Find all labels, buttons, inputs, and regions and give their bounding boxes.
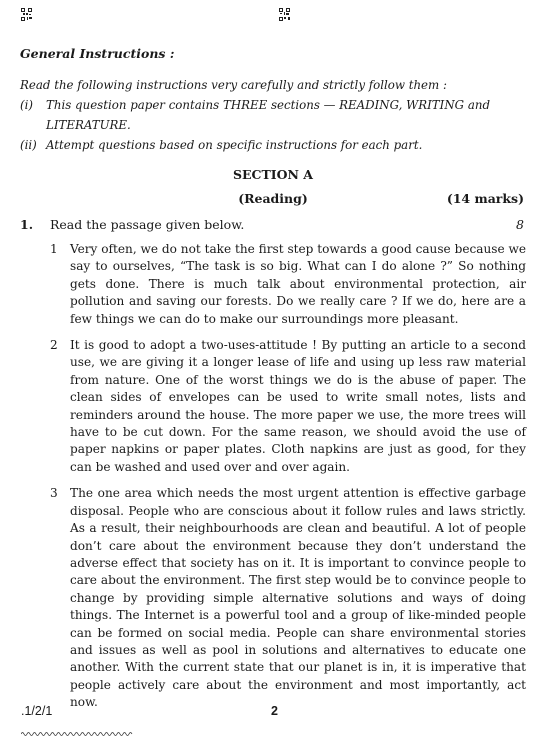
paper-code: .1/2/1 — [21, 704, 53, 718]
section-title: SECTION A — [232, 167, 314, 182]
paragraph-number: 3 — [50, 486, 58, 501]
paragraph-text: The one area which needs the most urgent attention is effective garbage disposal. People who are conscious about it follow rules and laws strictly. As a result, their neighbourhoods are clean and beautiful. A lot of people don’t care about the environment because they don’t understand the adverse effect that society has on it. It is important to convince people to care about the environment. The first step would be to convince people to change by providing simple alternative solutions and ways of doing things. The Internet is a powerful tool and a group of like-minded people can be formed on social media. People can share environmental stories and issues as well as pool in solutions and alternatives to educate one another. With the current state that our planet is in, it is imperative that people actively care about the environment and most importantly, act now. — [70, 486, 526, 710]
passage-paragraph — [48, 485, 526, 711]
instruction-text: This question paper contains THREE sections — READING, WRITING and LITERATURE. — [46, 98, 491, 132]
passage-paragraph — [48, 337, 526, 476]
page-number: 2 — [271, 704, 278, 718]
section-subtitle: (Reading) — [238, 191, 308, 206]
question-number: 1. — [20, 217, 34, 232]
instruction-item — [20, 135, 526, 155]
qr-code-icon — [21, 8, 32, 21]
question-marks: 8 — [516, 217, 524, 232]
question-line — [20, 217, 526, 237]
instruction-number: (ii) — [20, 138, 37, 152]
paragraph-number: 2 — [50, 338, 58, 353]
section-subheading — [20, 191, 526, 213]
qr-code-icon — [279, 8, 290, 21]
instructions-lead: Read the following instructions very carefully and strictly follow them : — [20, 78, 447, 92]
question-text: Read the passage given below. — [50, 217, 245, 232]
passage-paragraph — [48, 241, 526, 328]
instruction-item — [20, 95, 526, 135]
exam-page — [20, 46, 526, 721]
general-instructions-title: General Instructions : — [20, 46, 175, 61]
section-marks: (14 marks) — [446, 191, 524, 206]
wavy-underline-icon — [21, 722, 133, 741]
instruction-text: Attempt questions based on specific instructions for each part. — [46, 138, 423, 152]
paragraph-text: Very often, we do not take the first step towards a good cause because we say to ourselves, “The task is so big. What can I do alone ?” So nothing gets done. There is much talk about environmental protection, air pollution and saving our forests. Do we really care ? If we do, here are a few things we can do to make our surroundings more pleasant. — [70, 242, 526, 326]
paragraph-text: It is good to adopt a two-uses-attitude ! By putting an article to a second use, we are giving it a longer lease of life and using up less raw material from nature. One of the worst things we do is the abuse of paper. The clean sides of envelopes can be used to write small notes, lists and reminders around the house. The more paper we use, the more trees will have to be cut down. For the same reason, we should avoid the use of paper napkins or paper plates. Cloth napkins are just as good, for they can be washed and used over and over again. — [70, 338, 526, 474]
paragraph-number: 1 — [50, 242, 58, 256]
instruction-number: (i) — [20, 98, 33, 112]
general-instructions — [20, 75, 526, 155]
